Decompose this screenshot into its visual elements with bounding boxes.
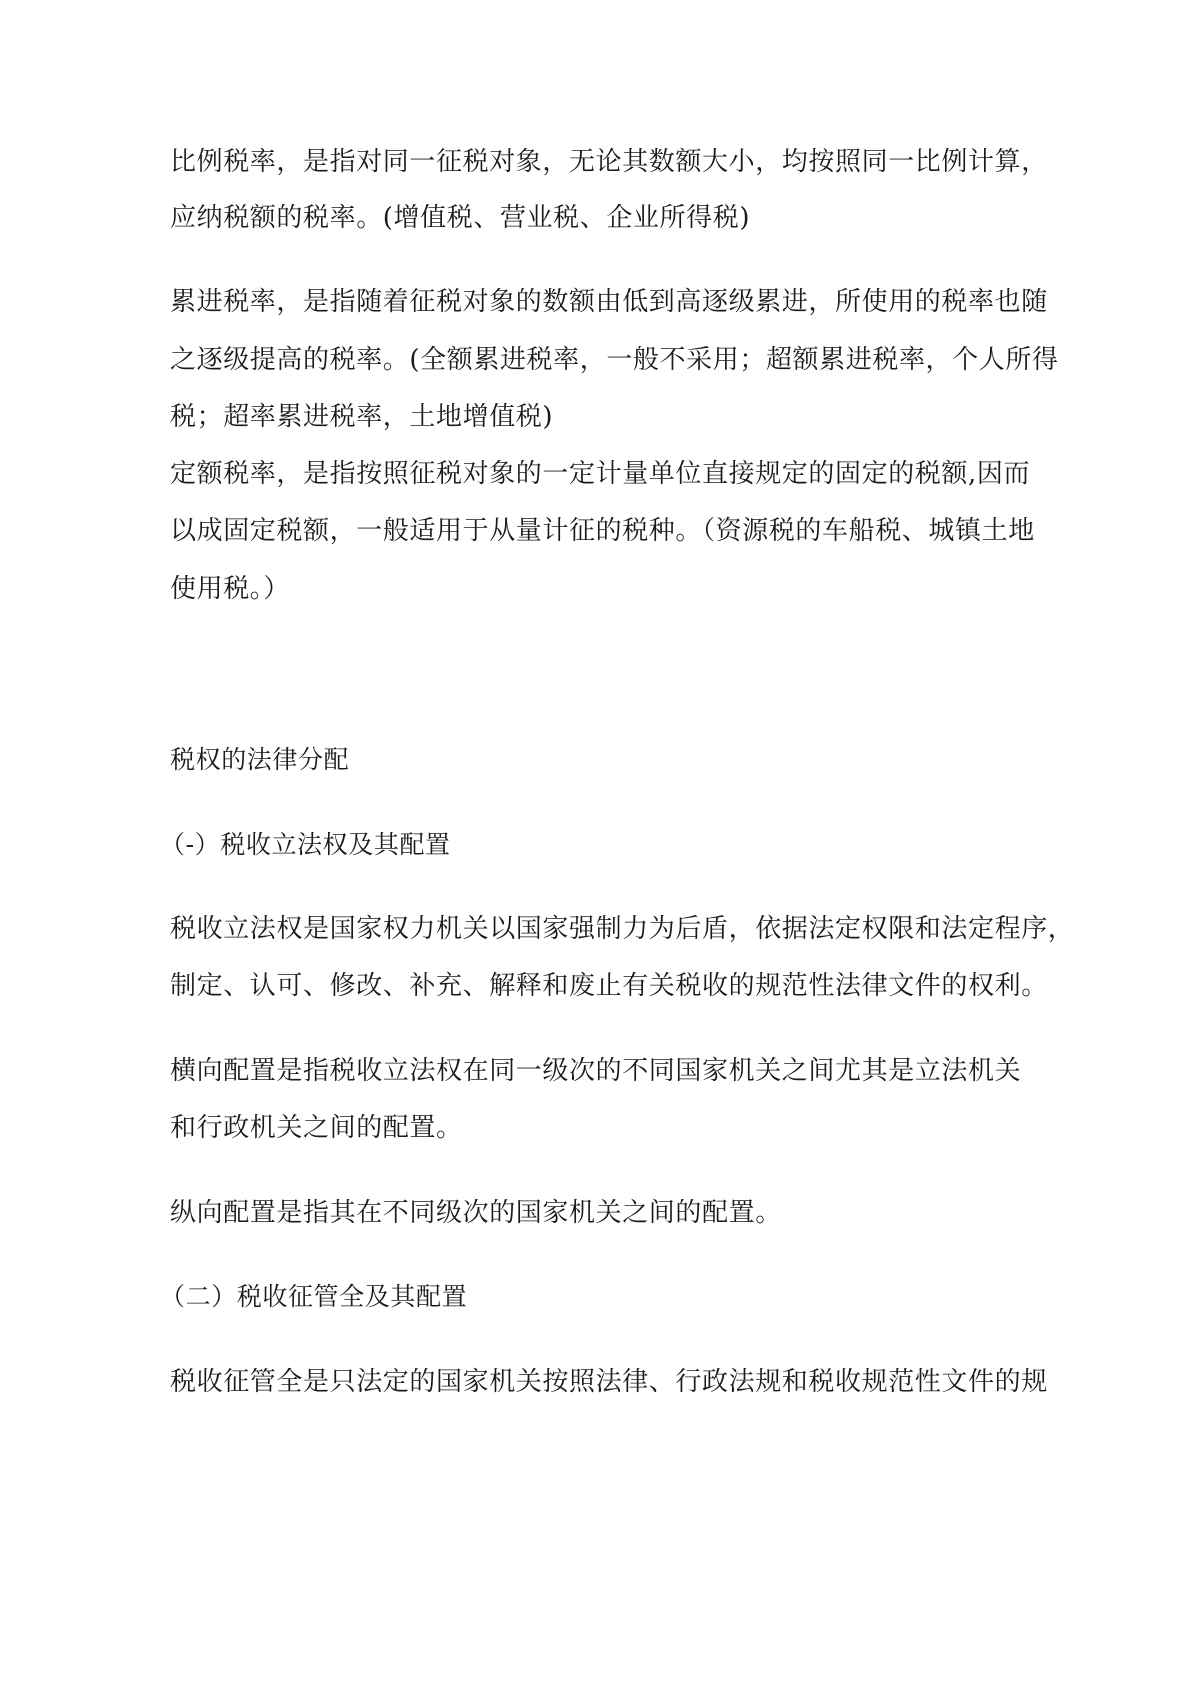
- paragraph-legislative-power-line-2: 制定、认可、修改、补充、解释和废止有关税收的规范性法律文件的权利。: [170, 971, 1048, 1001]
- paragraph-progressive-rate-line-1: 累进税率，是指随着征税对象的数额由低到高逐级累进，所使用的税率也随: [170, 287, 1048, 317]
- paragraph-fixed-rate-line-1: 定额税率，是指按照征税对象的一定计量单位直接规定的固定的税额,因而: [170, 459, 1031, 489]
- paragraph-proportional-rate-line-2: 应纳税额的税率。(增值税、营业税、企业所得税): [170, 203, 751, 233]
- paragraph-progressive-rate-line-3: 税；超率累进税率，土地增值税): [170, 402, 554, 432]
- section-title: 税权的法律分配: [170, 745, 350, 774]
- paragraph-progressive-rate-line-2: 之逐级提高的税率。(全额累进税率，一般不采用；超额累进税率，个人所得: [170, 345, 1059, 375]
- paragraph-vertical-line-1: 纵向配置是指其在不同级次的国家机关之间的配置。: [170, 1198, 782, 1228]
- paragraph-proportional-rate-line-1: 比例税率，是指对同一征税对象，无论其数额大小，均按照同一比例计算，: [170, 147, 1048, 177]
- paragraph-administration-line-1: 税收征管全是只法定的国家机关按照法律、行政法规和税收规范性文件的规: [170, 1367, 1048, 1397]
- paragraph-fixed-rate-line-3: 使用税。）: [170, 574, 291, 604]
- paragraph-horizontal-line-2: 和行政机关之间的配置。: [170, 1113, 463, 1143]
- paragraph-legislative-power-line-1: 税收立法权是国家权力机关以国家强制力为后盾，依据法定权限和法定程序，: [170, 914, 1075, 944]
- subsection-title-1: （-）税收立法权及其配置: [160, 830, 451, 859]
- subsection-title-2: （二）税收征管全及其配置: [160, 1282, 468, 1311]
- paragraph-fixed-rate-line-2: 以成固定税额，一般适用于从量计征的税种。（资源税的车船税、城镇土地: [170, 516, 1035, 546]
- paragraph-horizontal-line-1: 横向配置是指税收立法权在同一级次的不同国家机关之间尤其是立法机关: [170, 1056, 1022, 1086]
